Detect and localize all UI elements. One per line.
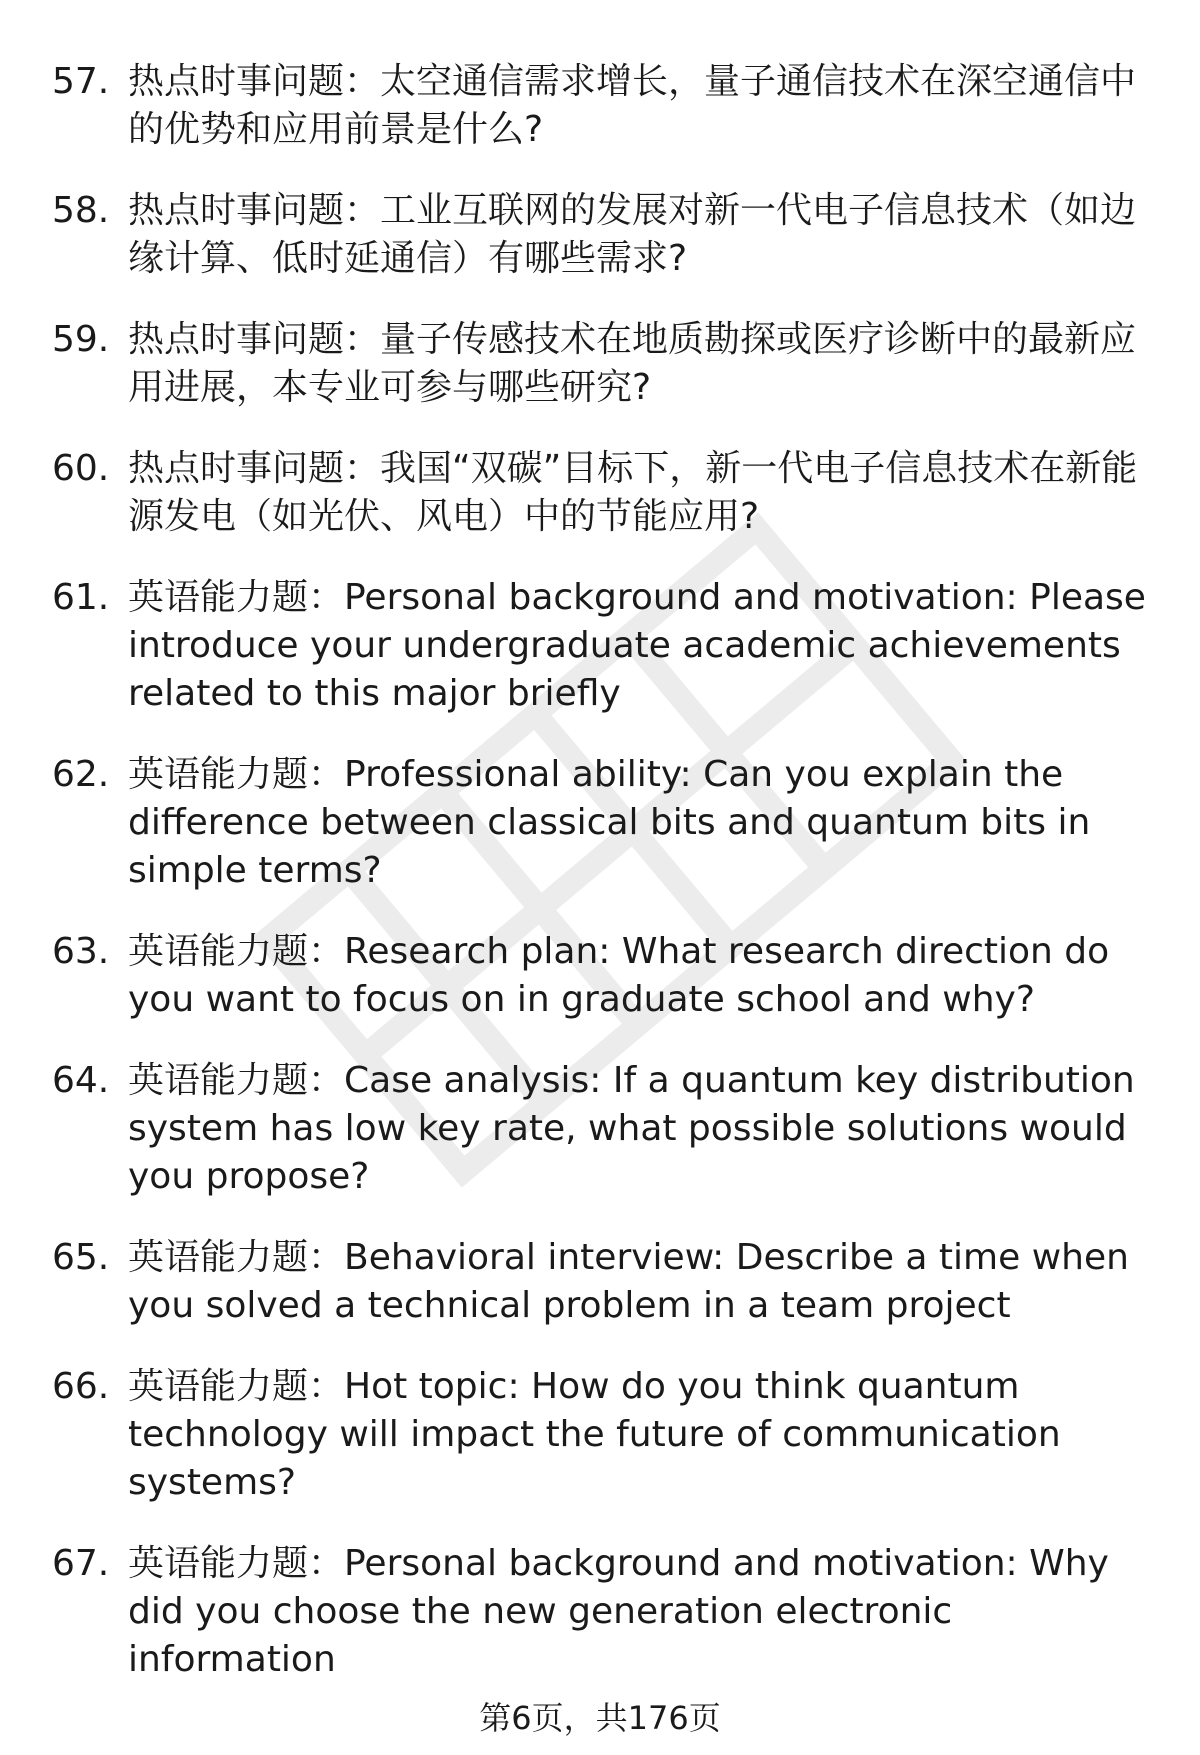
question-item xyxy=(52,1540,1152,1684)
question-item xyxy=(52,187,1152,283)
question-text: 英语能力题：Professional ability: Can you explain the difference between classical bits and quantum bits in simple terms? xyxy=(128,754,1091,891)
question-number: 65. xyxy=(52,1237,110,1278)
question-text: 英语能力题：Case analysis: If a quantum key distribution system has low key rate, what possible solutions would you propose? xyxy=(128,1060,1135,1197)
question-number: 57. xyxy=(52,61,110,102)
question-text: 英语能力题：Behavioral interview: Describe a time when you solved a technical problem in a team project xyxy=(128,1237,1129,1326)
question-text: 热点时事问题：工业互联网的发展对新一代电子信息技术（如边缘计算、低时延通信）有哪些需求? xyxy=(128,190,1137,279)
question-number: 61. xyxy=(52,577,110,618)
question-item xyxy=(52,1363,1152,1507)
question-item xyxy=(52,58,1152,154)
question-number: 60. xyxy=(52,448,110,489)
question-text: 热点时事问题：量子传感技术在地质勘探或医疗诊断中的最新应用进展，本专业可参与哪些研究? xyxy=(128,319,1137,408)
question-text: 英语能力题：Personal background and motivation: Please introduce your undergraduate academic achievements related to this major briefly xyxy=(128,577,1146,714)
question-text: 热点时事问题：我国“双碳”目标下，新一代电子信息技术在新能源发电（如光伏、风电）中的节能应用? xyxy=(128,448,1138,537)
page-footer: 第6页，共176页 xyxy=(479,1699,721,1737)
question-list xyxy=(52,58,1152,1717)
question-number: 66. xyxy=(52,1366,110,1407)
question-number: 59. xyxy=(52,319,110,360)
question-text: 英语能力题：Research plan: What research direction do you want to focus on in graduate school and why? xyxy=(128,931,1110,1020)
question-text: 英语能力题：Personal background and motivation: Why did you choose the new generation electronic information xyxy=(128,1543,1109,1680)
question-number: 62. xyxy=(52,754,110,795)
question-item xyxy=(52,445,1152,541)
question-item xyxy=(52,751,1152,895)
question-number: 64. xyxy=(52,1060,110,1101)
question-text: 英语能力题：Hot topic: How do you think quantum technology will impact the future of communication systems? xyxy=(128,1366,1061,1503)
question-item xyxy=(52,928,1152,1024)
question-number: 67. xyxy=(52,1543,110,1584)
question-item xyxy=(52,574,1152,718)
question-item xyxy=(52,1234,1152,1330)
question-text: 热点时事问题：太空通信需求增长，量子通信技术在深空通信中的优势和应用前景是什么? xyxy=(128,61,1137,150)
question-number: 58. xyxy=(52,190,110,231)
question-number: 63. xyxy=(52,931,110,972)
question-item xyxy=(52,316,1152,412)
question-item xyxy=(52,1057,1152,1201)
